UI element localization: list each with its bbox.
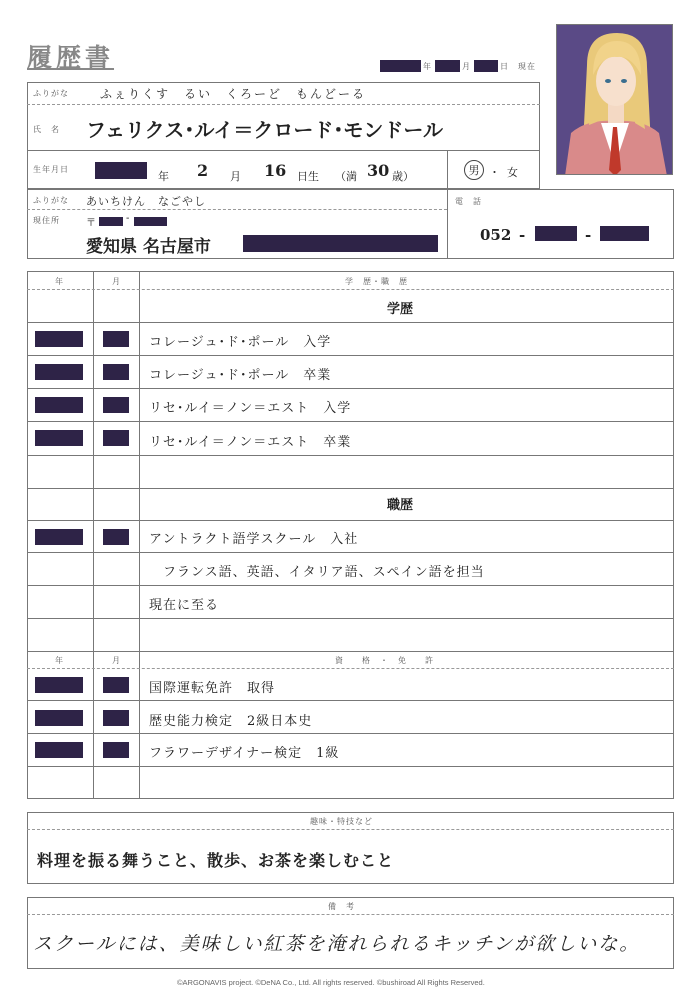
birth-month-suffix: 月 [230, 170, 241, 183]
birth-day-suffix: 日生 [297, 170, 319, 183]
date-year-suffix: 年 [423, 62, 432, 71]
licenses-col-heading: 資 格 ・ 免 許 [335, 656, 434, 665]
phone-sep-1: - [519, 226, 526, 244]
date-month-suffix: 月 [462, 62, 471, 71]
redacted-postal-2 [134, 217, 167, 226]
name-label: 氏 名 [33, 125, 60, 134]
redacted-edu-month-4 [103, 430, 129, 446]
address-reading: あいちけん なごやし [86, 195, 206, 208]
work-entry: アントラクト語学スクール 入社 [149, 532, 359, 547]
redacted-lic-year-1 [35, 677, 83, 693]
redacted-edu-month-2 [103, 364, 129, 380]
work-entry: フランス語、英語、イタリア語、スペイン語を担当 [149, 565, 485, 580]
redacted-edu-month-3 [103, 397, 129, 413]
history-col-year: 年 [55, 277, 64, 286]
postal-mark: 〒 [86, 218, 96, 229]
redacted-postal-1 [99, 217, 123, 226]
history-col-month: 月 [112, 277, 121, 286]
redacted-edu-year-1 [35, 331, 83, 347]
licenses-col-month: 月 [112, 656, 121, 665]
redacted-year [380, 60, 421, 72]
education-entry: リセ･ルイ＝ノン＝エスト 入学 [149, 401, 352, 416]
redacted-phone-1 [535, 226, 577, 241]
phone-label: 電 話 [455, 197, 482, 206]
education-entry: リセ･ルイ＝ノン＝エスト 卒業 [149, 435, 352, 450]
redacted-edu-year-4 [35, 430, 83, 446]
redacted-lic-year-3 [35, 742, 83, 758]
redacted-lic-year-2 [35, 710, 83, 726]
redacted-birth-year [95, 162, 147, 179]
redacted-work-year-1 [35, 529, 83, 545]
address-text: 愛知県 名古屋市 [86, 237, 211, 257]
address-furigana-label: ふりがな [33, 196, 69, 205]
remarks-heading: 備 考 [328, 902, 355, 911]
redacted-work-month-1 [103, 529, 129, 545]
education-entry: コレージュ･ド･ポール 卒業 [149, 368, 332, 383]
copyright: ©ARGONAVIS project. ©DeNA Co., Ltd. All rights reserved. ©bushiroad All Rights Reserved. [177, 978, 485, 987]
birth-label: 生年月日 [33, 165, 69, 174]
redacted-edu-year-2 [35, 364, 83, 380]
age-suffix: 歳） [392, 170, 414, 183]
license-entry: 歴史能力検定 2級日本史 [149, 714, 313, 729]
history-col-heading: 学 歴・職 歴 [345, 277, 408, 286]
license-entry: 国際運転免許 取得 [149, 681, 276, 696]
hobbies-text: 料理を振る舞うこと、散歩、お茶を楽しむこと [37, 851, 395, 870]
date-day-suffix: 日 [500, 62, 509, 71]
phone-area: 052 [480, 226, 512, 244]
age: 30 [367, 161, 390, 180]
postal-sep: - [126, 213, 130, 224]
redacted-edu-month-1 [103, 331, 129, 347]
license-entry: フラワーデザイナー検定 1級 [149, 746, 340, 761]
photo [556, 24, 673, 175]
birth-day: 16 [264, 161, 287, 180]
full-name: フェリクス･ルイ＝クロード･モンドール [86, 118, 443, 142]
birth-month: 2 [197, 161, 209, 180]
education-entry: コレージュ･ド･ポール 入学 [149, 335, 332, 350]
education-heading: 学歴 [386, 302, 413, 317]
work-entry: 現在に至る [149, 598, 220, 613]
gender-sep: ・ [489, 166, 500, 179]
gender-male: 男 [464, 160, 484, 180]
redacted-edu-year-3 [35, 397, 83, 413]
redacted-lic-month-2 [103, 710, 129, 726]
date-current: 現在 [518, 62, 536, 71]
portrait-illustration [557, 25, 673, 175]
age-prefix: （満 [335, 170, 357, 183]
redacted-address [243, 235, 438, 252]
redacted-day [474, 60, 498, 72]
gender-female: 女 [507, 166, 518, 179]
redacted-lic-month-1 [103, 677, 129, 693]
licenses-col-year: 年 [55, 656, 64, 665]
address-label: 現住所 [33, 216, 60, 225]
birth-year-suffix: 年 [158, 170, 169, 183]
furigana-label: ふりがな [33, 89, 69, 98]
redacted-phone-2 [600, 226, 649, 241]
date-line [380, 60, 550, 74]
redacted-month [435, 60, 460, 72]
remarks-text: スクールには、美味しい紅茶を淹れられるキッチンが欲しいな。 [33, 933, 641, 955]
redacted-lic-month-3 [103, 742, 129, 758]
hobbies-heading: 趣味・特技など [310, 817, 373, 826]
name-reading: ふぇりくす るい くろーど もんどーる [100, 87, 367, 101]
work-heading: 職歴 [386, 498, 413, 513]
phone-sep-2: - [585, 226, 592, 244]
page-title: 履歴書 [27, 43, 115, 72]
